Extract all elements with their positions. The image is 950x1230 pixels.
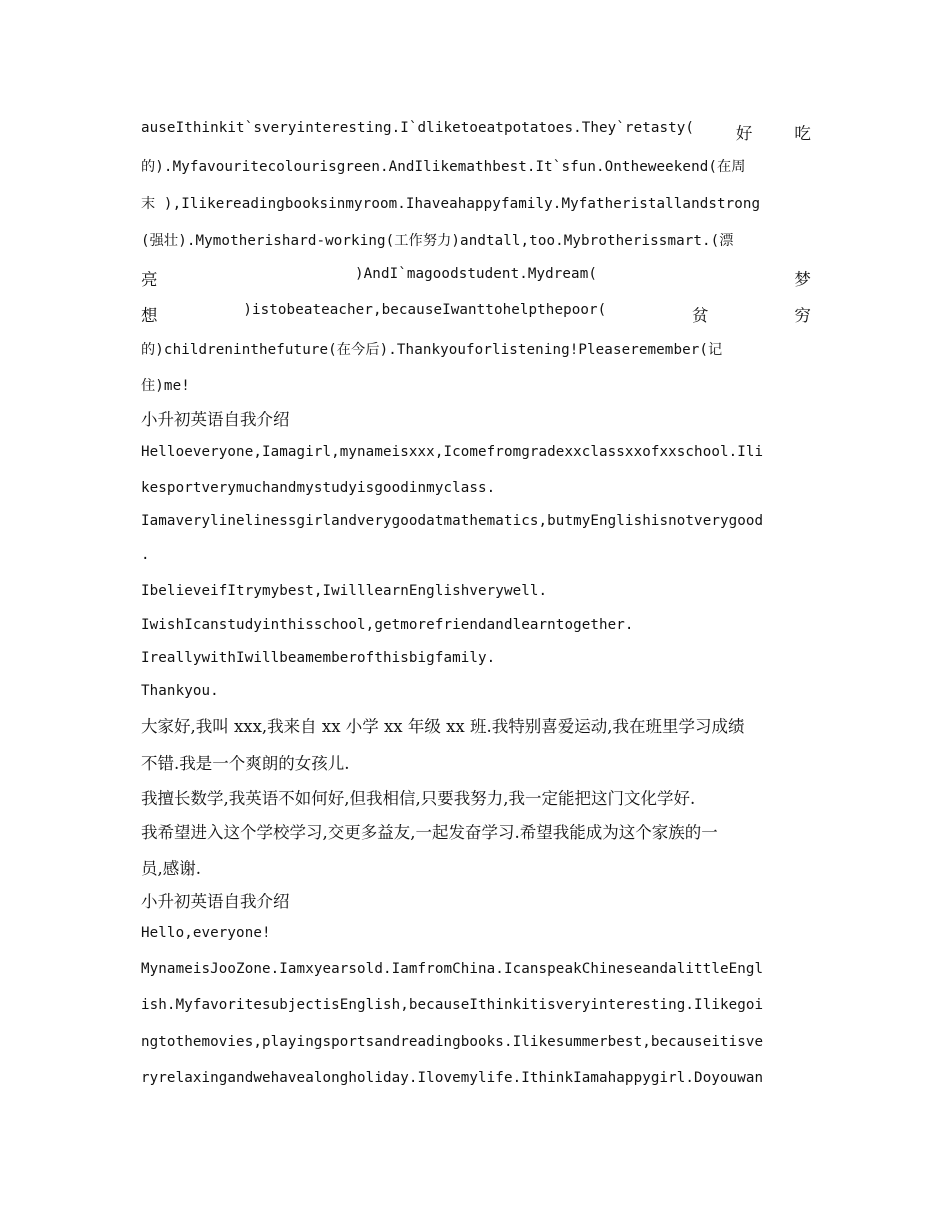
text-line: ish.MyfavoritesubjectisEnglish,becauseIthinkitisveryinteresting.Ilikegoi <box>141 997 764 1013</box>
text-line: 员,感谢. <box>141 859 201 878</box>
text-segment: )istobeateacher,becauseIwanttohelpthepoor( <box>243 302 607 318</box>
text-line: MynameisJooZone.Iamxyearsold.IamfromChina.IcanspeakChineseandalittleEngl <box>141 961 764 977</box>
text-line <box>141 302 811 326</box>
text-segment: 亮 <box>141 270 158 289</box>
text-line: 住)me! <box>141 378 190 394</box>
text-line: Iamaverylinelinessgirlandverygoodatmathematics,butmyEnglishisnotverygood <box>141 513 764 529</box>
text-line: 的).Myfavouritecolourisgreen.AndIlikemathbest.It`sfun.Ontheweekend(在周 <box>141 159 746 175</box>
text-line: 不错.我是一个爽朗的女孩儿. <box>141 754 350 773</box>
text-segment: )AndI`magoodstudent.Mydream( <box>355 266 597 282</box>
text-segment: 梦 <box>794 270 811 289</box>
text-line: ryrelaxingandwehavealongholiday.Ilovemylife.IthinkIamahappygirl.Doyouwan <box>141 1070 764 1086</box>
text-line: . <box>141 547 150 563</box>
section-heading: 小升初英语自我介绍 <box>141 410 290 429</box>
text-line: IreallywithIwillbeamemberofthisbigfamily. <box>141 650 496 666</box>
section-heading: 小升初英语自我介绍 <box>141 892 290 911</box>
text-line: 末 ),Ilikereadingbooksinmyroom.Ihaveahappyfamily.Myfatheristallandstrong <box>141 196 761 212</box>
text-line: ngtothemovies,playingsportsandreadingbooks.Ilikesummerbest,becauseitisve <box>141 1034 764 1050</box>
text-segment: 想 <box>141 306 158 325</box>
text-line: IbelieveifItrymybest,IwilllearnEnglishverywell. <box>141 583 548 599</box>
text-line: (强壮).Mymotherishard-working(工作努力)andtall,too.Mybrotherissmart.(漂 <box>141 233 734 249</box>
text-segment: 好 <box>735 124 753 143</box>
text-segment: 穷 <box>794 306 811 325</box>
text-line: IwishIcanstudyinthisschool,getmorefriendandlearntogether. <box>141 617 634 633</box>
text-line: 我希望进入这个学校学习,交更多益友,一起发奋学习.希望我能成为这个家族的一 <box>141 823 718 842</box>
text-line: Thankyou. <box>141 683 219 699</box>
text-line: Hello,everyone! <box>141 925 271 941</box>
text-line: 我擅长数学,我英语不如何好,但我相信,只要我努力,我一定能把这门文化学好. <box>141 789 696 808</box>
text-line: kesportverymuchandmystudyisgoodinmyclass. <box>141 480 496 496</box>
text-line: 大家好,我叫 xxx,我来自 xx 小学 xx 年级 xx 班.我特别喜爱运动,我在班里学习成绩 <box>141 717 745 736</box>
text-segment: 吃 <box>794 124 811 143</box>
text-segment: 贫 <box>692 306 709 325</box>
text-line <box>141 266 811 290</box>
text-line: 的)childreninthefuture(在今后).Thankyouforlistening!Pleaseremember(记 <box>141 342 723 358</box>
text-line: Helloeveryone,Iamagirl,mynameisxxx,Icomefromgradexxclassxxofxxschool.Ili <box>141 444 764 460</box>
text-segment: auseIthinkit`sveryinteresting.I`dliketoeatpotatoes.They`retasty( <box>141 120 695 136</box>
text-line <box>141 120 811 144</box>
